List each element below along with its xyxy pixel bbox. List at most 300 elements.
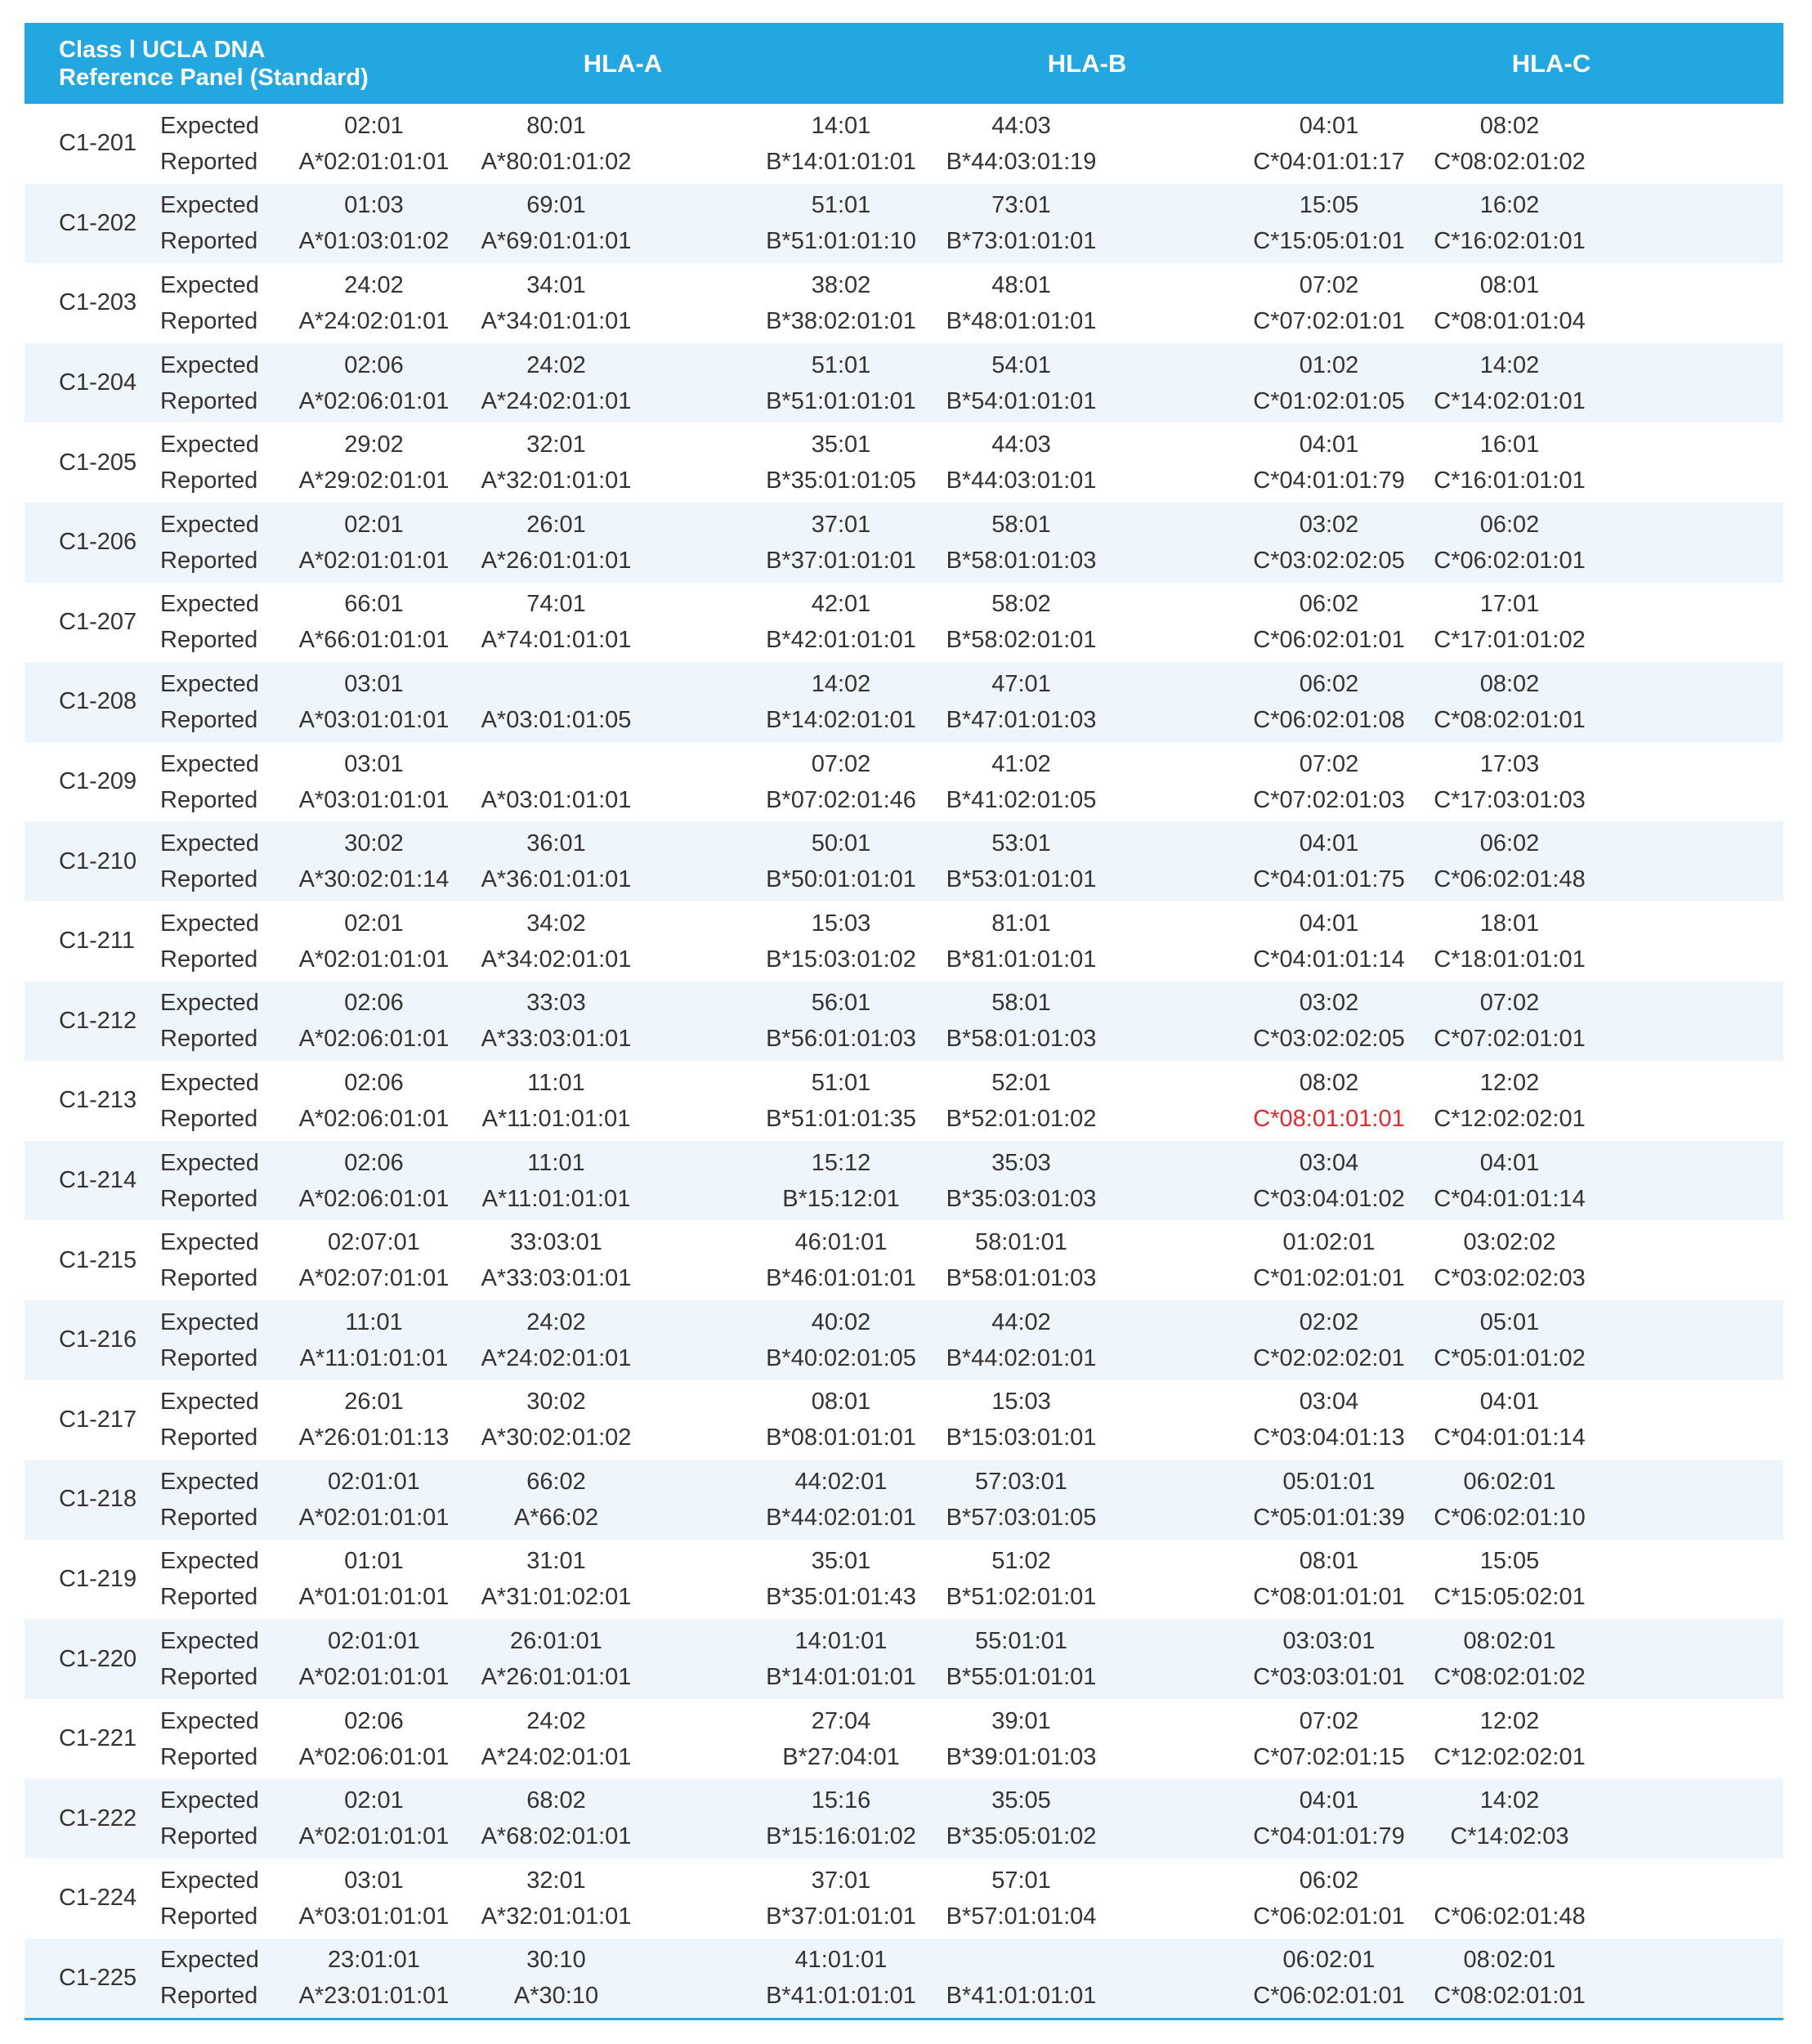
expected-value: 39:01 <box>991 1707 1051 1734</box>
reported-value: C*07:02:01:15 <box>1253 1743 1405 1770</box>
expected-value: 35:01 <box>811 1548 871 1575</box>
table-row <box>25 1699 1783 1779</box>
expected-value: 23:01:01 <box>328 1947 420 1974</box>
expected-label: Expected <box>160 351 259 378</box>
reported-value: C*06:02:01:01 <box>1434 547 1586 574</box>
reported-value: C*07:02:01:03 <box>1253 786 1405 813</box>
hla-c-allele-2 <box>1420 1863 1599 1934</box>
reported-value: C*04:01:01:75 <box>1253 866 1405 893</box>
reported-value: B*54:01:01:01 <box>946 387 1097 414</box>
reported-value: C*12:02:02:01 <box>1434 1105 1586 1132</box>
reported-value: B*81:01:01:01 <box>946 946 1097 973</box>
expected-value: 15:03 <box>991 1389 1051 1416</box>
reported-value: C*04:01:01:79 <box>1253 467 1405 494</box>
table-header <box>25 23 1783 104</box>
expected-value: 04:01 <box>1299 432 1359 458</box>
reported-value: A*11:01:01:01 <box>481 1185 631 1212</box>
hla-c-allele-1 <box>1238 427 1420 499</box>
hla-c-allele-1 <box>1238 985 1420 1057</box>
hla-c-allele-2 <box>1420 906 1599 977</box>
hla-c-allele-2 <box>1420 985 1599 1057</box>
reported-value: A*26:01:01:01 <box>481 547 632 574</box>
table-row <box>25 1939 1783 2019</box>
hla-a-allele-1 <box>281 906 467 977</box>
hla-b-allele-2 <box>933 507 1109 579</box>
hla-c-allele-1 <box>1238 108 1420 180</box>
reported-value: C*17:03:01:03 <box>1434 786 1586 813</box>
hla-a-allele-1 <box>281 825 467 897</box>
hla-c-allele-2 <box>1420 1145 1599 1217</box>
sample-id: C1-225 <box>59 1964 137 1991</box>
expected-value: 03:01 <box>344 670 404 697</box>
reported-label: Reported <box>160 706 258 733</box>
hla-b-allele-1 <box>749 1304 933 1376</box>
expected-value: 17:01 <box>1479 591 1540 618</box>
sample-id: C1-221 <box>59 1725 137 1752</box>
row-type-labels <box>160 1623 281 1695</box>
expected-label: Expected <box>160 1707 259 1734</box>
reported-label: Reported <box>160 1504 258 1531</box>
reported-value: B*37:01:01:01 <box>766 1903 916 1930</box>
expected-value: 30:02 <box>526 1389 586 1416</box>
reported-value: B*15:12:01 <box>782 1185 900 1212</box>
hla-b-allele-1 <box>749 267 933 339</box>
reported-value: A*03:01:01:01 <box>481 786 632 813</box>
panel-title: Class Ⅰ UCLA DNA Reference Panel (Standard) <box>59 36 369 91</box>
hla-c-allele-2 <box>1420 586 1599 658</box>
sample-id: C1-207 <box>59 608 137 635</box>
hla-b-allele-2 <box>933 985 1109 1057</box>
expected-value: 02:01 <box>344 511 404 538</box>
hla-b-allele-2 <box>933 586 1109 658</box>
expected-value: 06:02 <box>1299 670 1359 697</box>
reported-value: C*06:02:01:08 <box>1253 706 1405 733</box>
expected-value: 44:03 <box>991 432 1051 458</box>
hla-c-allele-1 <box>1238 347 1420 419</box>
hla-c-allele-2 <box>1420 746 1599 818</box>
expected-label: Expected <box>160 1308 259 1335</box>
hla-typing-table <box>25 23 1783 2020</box>
hla-c-allele-1 <box>1238 1065 1420 1137</box>
expected-value: 02:06 <box>344 1149 404 1176</box>
hla-a-allele-2 <box>467 108 646 180</box>
reported-value: C*04:01:01:14 <box>1253 946 1405 973</box>
hla-b-allele-2 <box>933 666 1109 738</box>
table-row <box>25 104 1783 184</box>
row-type-labels <box>160 1863 281 1934</box>
reported-value: B*41:02:01:05 <box>946 786 1097 813</box>
hla-a-allele-2 <box>467 1224 646 1296</box>
hla-b-allele-1 <box>749 1065 933 1137</box>
expected-value: 34:02 <box>526 910 586 937</box>
expected-value: 68:02 <box>526 1787 586 1814</box>
reported-value: B*14:02:01:01 <box>766 706 916 733</box>
expected-value: 66:02 <box>526 1468 586 1495</box>
expected-label: Expected <box>160 192 259 219</box>
reported-value: C*16:01:01:01 <box>1434 467 1586 494</box>
row-type-labels <box>160 825 281 897</box>
expected-label: Expected <box>160 112 259 139</box>
reported-value: A*32:01:01:01 <box>481 467 632 494</box>
expected-value <box>467 746 646 782</box>
reported-value: B*58:01:01:03 <box>946 1265 1097 1292</box>
expected-value: 74:01 <box>526 591 586 618</box>
hla-a-allele-2 <box>467 985 646 1057</box>
hla-c-allele-2 <box>1420 507 1599 579</box>
reported-value: A*01:03:01:02 <box>298 228 450 255</box>
expected-label: Expected <box>160 432 259 458</box>
reported-value: B*38:02:01:01 <box>766 307 916 334</box>
hla-c-allele-2 <box>1420 1942 1599 2014</box>
expected-value: 32:01 <box>526 1867 586 1894</box>
table-row <box>25 423 1783 503</box>
expected-value: 30:10 <box>526 1947 586 1974</box>
expected-value: 06:02:01 <box>1463 1468 1556 1495</box>
reported-value: C*07:02:01:01 <box>1434 1026 1586 1053</box>
expected-value: 18:01 <box>1479 910 1540 937</box>
expected-value: 48:01 <box>991 271 1051 298</box>
reported-value: C*12:02:02:01 <box>1434 1743 1586 1770</box>
hla-a-allele-1 <box>281 746 467 818</box>
expected-value: 06:02 <box>1299 1867 1359 1894</box>
table-body <box>25 104 1783 2018</box>
reported-value: B*27:04:01 <box>782 1743 900 1770</box>
reported-value: B*39:01:01:03 <box>946 1743 1097 1770</box>
reported-label: Reported <box>160 786 258 813</box>
hla-b-allele-2 <box>933 1065 1109 1137</box>
reported-value: A*69:01:01:01 <box>481 228 632 255</box>
hla-a-allele-1 <box>281 427 467 499</box>
hla-b-allele-2 <box>933 746 1109 818</box>
reported-value: C*08:02:01:01 <box>1434 1983 1586 2010</box>
hla-a-allele-2 <box>467 1464 646 1536</box>
expected-value: 06:02 <box>1299 591 1359 618</box>
expected-value: 51:01 <box>811 351 871 378</box>
reported-value: A*26:01:01:13 <box>298 1425 450 1451</box>
expected-value: 02:01 <box>344 112 404 139</box>
hla-a-allele-1 <box>281 1145 467 1217</box>
hla-c-allele-1 <box>1238 1464 1420 1536</box>
expected-label: Expected <box>160 1149 259 1176</box>
expected-value: 11:01 <box>345 1308 403 1335</box>
reported-value: B*15:03:01:01 <box>946 1425 1097 1451</box>
locus-header-hla-b: HLA-B <box>1047 48 1127 78</box>
reported-value: C*02:02:02:01 <box>1253 1344 1405 1371</box>
reported-value: C*01:02:01:05 <box>1253 387 1405 414</box>
table-row <box>25 662 1783 742</box>
sample-id: C1-204 <box>59 369 137 396</box>
hla-a-allele-2 <box>467 1863 646 1934</box>
expected-value: 14:02 <box>1479 351 1540 378</box>
expected-value: 08:02 <box>1479 112 1540 139</box>
expected-value: 01:02:01 <box>1282 1229 1376 1256</box>
reported-value: B*44:03:01:01 <box>946 467 1097 494</box>
hla-b-allele-1 <box>749 1543 933 1615</box>
reported-value: A*23:01:01:01 <box>298 1983 450 2010</box>
reported-value: B*58:01:01:03 <box>946 547 1097 574</box>
reported-value: B*42:01:01:01 <box>766 627 916 654</box>
reported-value: A*66:01:01:01 <box>298 627 450 654</box>
expected-value: 31:01 <box>526 1548 586 1575</box>
hla-c-allele-2 <box>1420 1224 1599 1296</box>
table-row <box>25 1778 1783 1858</box>
reported-value: A*30:10 <box>513 1983 599 2010</box>
reported-label: Reported <box>160 1743 258 1770</box>
hla-c-allele-1 <box>1238 1863 1420 1934</box>
reported-value: C*15:05:02:01 <box>1434 1584 1586 1611</box>
reported-value: C*17:01:01:02 <box>1434 627 1586 654</box>
hla-b-allele-2 <box>933 1703 1109 1775</box>
sample-id: C1-217 <box>59 1406 137 1433</box>
hla-b-allele-1 <box>749 507 933 579</box>
hla-c-allele-2 <box>1420 1623 1599 1695</box>
table-row <box>25 982 1783 1062</box>
row-type-labels <box>160 108 281 180</box>
hla-a-allele-1 <box>281 666 467 738</box>
hla-a-allele-2 <box>467 427 646 499</box>
expected-value: 32:01 <box>526 432 586 458</box>
row-type-labels <box>160 586 281 658</box>
expected-value: 44:03 <box>991 112 1051 139</box>
expected-label: Expected <box>160 910 259 937</box>
hla-b-allele-1 <box>749 108 933 180</box>
reported-value: B*14:01:01:01 <box>766 148 916 175</box>
hla-b-allele-2 <box>933 267 1109 339</box>
expected-value: 01:02 <box>1299 351 1359 378</box>
expected-value: 14:02 <box>1479 1787 1540 1814</box>
reported-value: A*02:06:01:01 <box>298 387 450 414</box>
expected-value: 37:01 <box>811 1867 871 1894</box>
table-row <box>25 1300 1783 1380</box>
hla-a-allele-1 <box>281 1942 467 2014</box>
hla-a-allele-1 <box>281 1304 467 1376</box>
row-type-labels <box>160 1065 281 1137</box>
expected-value: 03:04 <box>1299 1389 1359 1416</box>
hla-b-allele-1 <box>749 906 933 977</box>
expected-label: Expected <box>160 1468 259 1495</box>
expected-value: 14:02 <box>811 670 871 697</box>
expected-value: 12:02 <box>1479 1069 1540 1096</box>
reported-label: Reported <box>160 1664 258 1691</box>
expected-label: Expected <box>160 1069 259 1096</box>
expected-value: 58:01 <box>991 990 1051 1017</box>
row-type-labels <box>160 1942 281 2014</box>
sample-id: C1-218 <box>59 1486 137 1513</box>
reported-value: A*02:06:01:01 <box>298 1743 450 1770</box>
expected-value: 35:03 <box>991 1149 1051 1176</box>
row-type-labels <box>160 746 281 818</box>
hla-c-allele-2 <box>1420 267 1599 339</box>
hla-a-allele-1 <box>281 187 467 259</box>
reported-value: A*02:01:01:01 <box>298 946 450 973</box>
expected-value: 08:01 <box>811 1389 871 1416</box>
reported-value: C*16:02:01:01 <box>1434 228 1586 255</box>
reported-value: B*07:02:01:46 <box>766 786 916 813</box>
expected-value: 08:02 <box>1299 1069 1359 1096</box>
table-row <box>25 1858 1783 1939</box>
reported-value: C*05:01:01:39 <box>1253 1504 1405 1531</box>
table-row <box>25 184 1783 264</box>
expected-label: Expected <box>160 1389 259 1416</box>
expected-value: 07:02 <box>1299 1707 1359 1734</box>
reported-value: B*58:01:01:03 <box>946 1026 1097 1053</box>
expected-label: Expected <box>160 591 259 618</box>
table-row <box>25 1220 1783 1300</box>
hla-c-allele-1 <box>1238 1224 1420 1296</box>
reported-value: A*26:01:01:01 <box>481 1664 632 1691</box>
reported-value: B*46:01:01:01 <box>766 1265 916 1292</box>
expected-value: 03:02:02 <box>1463 1229 1556 1256</box>
reported-value: B*44:03:01:19 <box>946 148 1097 175</box>
hla-b-allele-1 <box>749 586 933 658</box>
reported-value: C*03:04:01:02 <box>1253 1185 1405 1212</box>
expected-value: 24:02 <box>526 1308 586 1335</box>
table-row <box>25 821 1783 901</box>
reported-value: C*08:01:01:04 <box>1434 307 1586 334</box>
reported-value: A*02:06:01:01 <box>298 1105 450 1132</box>
reported-value: B*51:01:01:01 <box>766 387 916 414</box>
hla-a-allele-2 <box>467 1304 646 1376</box>
expected-value: 07:02 <box>1479 990 1540 1017</box>
sample-id: C1-215 <box>59 1246 137 1273</box>
expected-value: 16:01 <box>1479 432 1540 458</box>
expected-value: 03:03:01 <box>1282 1628 1376 1655</box>
hla-c-allele-2 <box>1420 1065 1599 1137</box>
hla-a-allele-2 <box>467 1782 646 1854</box>
row-type-labels <box>160 427 281 499</box>
expected-value: 03:01 <box>344 750 404 777</box>
hla-b-allele-1 <box>749 1703 933 1775</box>
expected-value: 35:01 <box>811 432 871 458</box>
hla-a-allele-1 <box>281 1065 467 1137</box>
expected-value: 33:03 <box>526 990 586 1017</box>
hla-c-allele-2 <box>1420 1464 1599 1536</box>
reported-value: A*02:01:01:01 <box>298 547 450 574</box>
table-row <box>25 583 1783 663</box>
expected-value <box>1420 1863 1599 1899</box>
reported-value: B*47:01:01:03 <box>946 706 1097 733</box>
reported-label: Reported <box>160 1903 258 1930</box>
hla-b-allele-1 <box>749 1782 933 1854</box>
table-row <box>25 901 1783 982</box>
hla-c-allele-2 <box>1420 1543 1599 1615</box>
hla-c-allele-2 <box>1420 108 1599 180</box>
reported-value: C*03:02:02:05 <box>1253 547 1405 574</box>
reported-value: C*06:02:01:48 <box>1434 866 1586 893</box>
reported-value: B*35:01:01:05 <box>766 467 916 494</box>
sample-id: C1-219 <box>59 1565 137 1592</box>
expected-value: 11:01 <box>527 1149 585 1176</box>
expected-value: 66:01 <box>344 591 404 618</box>
locus-header-hla-a: HLA-A <box>583 48 663 78</box>
hla-a-allele-2 <box>467 825 646 897</box>
locus-header-hla-c: HLA-C <box>1511 48 1591 78</box>
table-row <box>25 1141 1783 1221</box>
expected-value: 58:02 <box>991 591 1051 618</box>
reported-value: B*57:01:01:04 <box>946 1903 1097 1930</box>
reported-value: B*73:01:01:01 <box>946 228 1097 255</box>
row-type-labels <box>160 267 281 339</box>
expected-value: 14:01 <box>811 112 871 139</box>
reported-value: A*33:03:01:01 <box>481 1265 632 1292</box>
expected-value: 38:02 <box>811 271 871 298</box>
expected-value: 15:03 <box>811 910 871 937</box>
expected-value: 15:16 <box>811 1787 871 1814</box>
hla-b-allele-2 <box>933 108 1109 180</box>
hla-a-allele-1 <box>281 1782 467 1854</box>
expected-value: 58:01:01 <box>975 1229 1067 1256</box>
reported-value: C*04:01:01:17 <box>1253 148 1405 175</box>
expected-label: Expected <box>160 1867 259 1894</box>
reported-value: C*03:04:01:13 <box>1253 1425 1405 1451</box>
sample-id: C1-205 <box>59 449 137 476</box>
expected-value: 03:04 <box>1299 1149 1359 1176</box>
reported-value: C*14:02:01:01 <box>1434 387 1586 414</box>
sample-id: C1-216 <box>59 1326 137 1353</box>
reported-value: C*15:05:01:01 <box>1253 228 1405 255</box>
expected-value: 46:01:01 <box>794 1229 888 1256</box>
hla-b-allele-2 <box>933 187 1109 259</box>
reported-value: A*03:01:01:01 <box>298 706 450 733</box>
reported-label: Reported <box>160 1185 258 1212</box>
hla-a-allele-2 <box>467 586 646 658</box>
hla-a-allele-2 <box>467 666 646 738</box>
reported-label: Reported <box>160 307 258 334</box>
sample-id: C1-224 <box>59 1885 137 1912</box>
hla-b-allele-2 <box>933 1623 1109 1695</box>
reported-value: B*57:03:01:05 <box>946 1504 1097 1531</box>
expected-value: 01:03 <box>344 192 404 219</box>
expected-value: 33:03:01 <box>510 1229 602 1256</box>
hla-b-allele-2 <box>933 347 1109 419</box>
reported-value: A*03:01:01:05 <box>481 706 632 733</box>
expected-value: 03:02 <box>1299 990 1359 1017</box>
sample-id: C1-201 <box>59 130 137 157</box>
reported-value: A*24:02:01:01 <box>481 1743 632 1770</box>
hla-a-allele-2 <box>467 746 646 818</box>
expected-value: 07:02 <box>811 750 871 777</box>
table-row <box>25 263 1783 343</box>
hla-a-allele-2 <box>467 1703 646 1775</box>
hla-c-allele-1 <box>1238 1623 1420 1695</box>
reported-value: C*04:01:01:14 <box>1434 1185 1586 1212</box>
hla-a-allele-1 <box>281 1543 467 1615</box>
hla-a-allele-2 <box>467 1543 646 1615</box>
expected-label: Expected <box>160 1787 259 1814</box>
expected-value: 12:02 <box>1479 1707 1540 1734</box>
expected-value: 52:01 <box>991 1069 1051 1096</box>
hla-b-allele-1 <box>749 1942 933 2014</box>
expected-value: 58:01 <box>991 511 1051 538</box>
reported-value: B*40:02:01:05 <box>766 1344 916 1371</box>
expected-value: 40:02 <box>811 1308 871 1335</box>
expected-value: 24:02 <box>526 1707 586 1734</box>
hla-a-allele-2 <box>467 1942 646 2014</box>
sample-id: C1-212 <box>59 1007 137 1034</box>
reported-value: A*24:02:01:01 <box>481 1344 632 1371</box>
hla-a-allele-1 <box>281 108 467 180</box>
hla-a-allele-1 <box>281 267 467 339</box>
reported-value: B*41:01:01:01 <box>946 1983 1097 2010</box>
hla-a-allele-2 <box>467 267 646 339</box>
hla-b-allele-2 <box>933 1304 1109 1376</box>
expected-value: 03:02 <box>1299 511 1359 538</box>
expected-value: 26:01:01 <box>510 1628 602 1655</box>
row-type-labels <box>160 347 281 419</box>
expected-value: 81:01 <box>991 910 1051 937</box>
hla-b-allele-1 <box>749 985 933 1057</box>
reported-value: A*01:01:01:01 <box>298 1584 450 1611</box>
